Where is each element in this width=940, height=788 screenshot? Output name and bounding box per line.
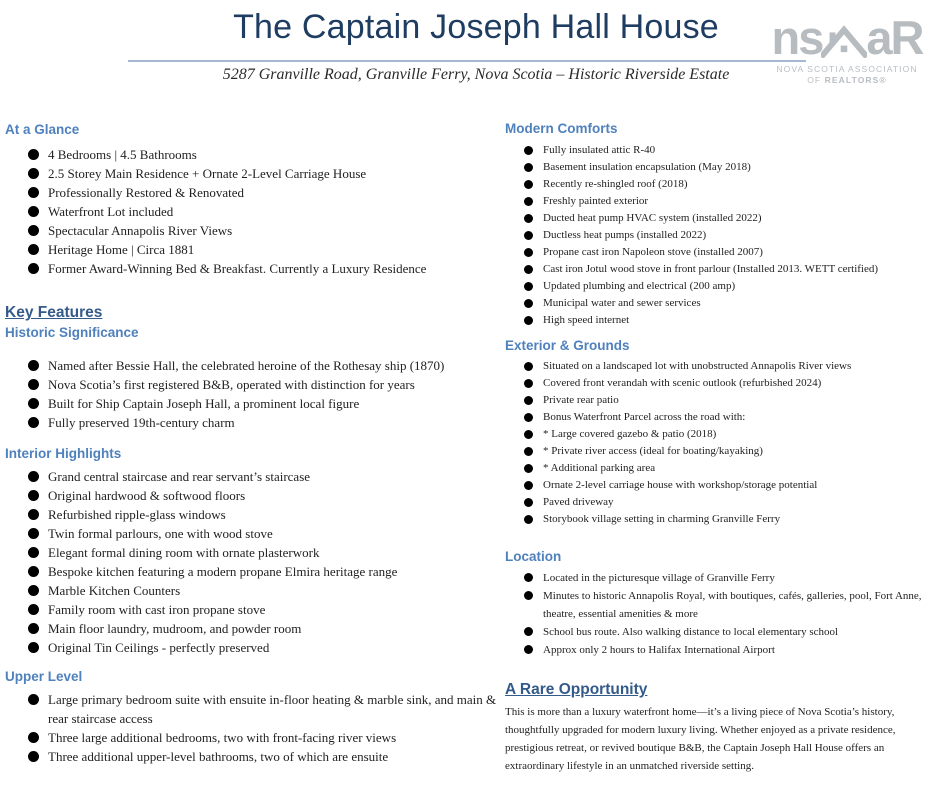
logo-caption-line1: NOVA SCOTIA ASSOCIATION — [776, 64, 918, 74]
logo-text-ar: aR — [866, 11, 923, 65]
bullet-icon — [28, 244, 39, 255]
list-item — [28, 356, 505, 375]
list-item — [28, 486, 505, 505]
bullet-icon — [524, 379, 533, 388]
list-item — [28, 690, 505, 728]
list-item-text: Professionally Restored & Renovated — [48, 185, 245, 200]
bullet-icon — [524, 573, 533, 582]
bullet-icon — [524, 515, 533, 524]
at-a-glance-heading: At a Glance — [5, 122, 80, 137]
bullet-icon — [524, 282, 533, 291]
bullet-icon — [28, 566, 39, 577]
bullet-icon — [524, 146, 533, 155]
bullet-icon — [524, 413, 533, 422]
list-item-text: Grand central staircase and rear servant’s staircase — [48, 469, 311, 484]
bullet-icon — [28, 360, 39, 371]
list-item-text: Ducted heat pump HVAC system (installed 2022) — [543, 212, 762, 224]
page-subtitle: 5287 Granville Road, Granville Ferry, Nova Scotia – Historic Riverside Estate — [222, 66, 730, 83]
bullet-icon — [28, 490, 39, 501]
bullet-icon — [28, 642, 39, 653]
list-item-text: Situated on a landscaped lot with unobstructed Annapolis River views — [543, 360, 852, 372]
bullet-icon — [524, 447, 533, 456]
list-item-text: Nova Scotia’s first registered B&B, operated with distinction for years — [48, 377, 415, 392]
list-item — [524, 295, 937, 312]
section-at-a-glance — [5, 122, 505, 278]
list-item-text: Waterfront Lot included — [48, 204, 174, 219]
list-item — [28, 240, 505, 259]
list-item-text: Three additional upper-level bathrooms, two of which are ensuite — [48, 749, 389, 764]
list-item — [524, 569, 937, 587]
list-item — [28, 145, 505, 164]
list-item — [28, 638, 505, 657]
nsar-logo-letters — [762, 11, 932, 65]
list-item — [524, 227, 937, 244]
list-item — [28, 619, 505, 638]
list-item — [524, 392, 937, 409]
bullet-icon — [28, 187, 39, 198]
list-item-text: Built for Ship Captain Joseph Hall, a prominent local figure — [48, 396, 360, 411]
list-item-text: Minutes to historic Annapolis Royal, with boutiques, cafés, galleries, pool, Fort Anne, theatre, essential amenities & more — [543, 590, 922, 620]
list-item — [524, 494, 937, 511]
list-item-text: Elegant formal dining room with ornate plasterwork — [48, 545, 320, 560]
section-interior-highlights — [5, 446, 505, 657]
bullet-icon — [524, 163, 533, 172]
section-upper-level — [5, 669, 505, 766]
bullet-icon — [524, 645, 533, 654]
list-item — [524, 426, 937, 443]
list-item-text: Recently re-shingled roof (2018) — [543, 178, 688, 190]
list-item-text: Freshly painted exterior — [543, 195, 649, 207]
list-item — [28, 524, 505, 543]
bullet-icon — [524, 396, 533, 405]
bullet-icon — [524, 197, 533, 206]
list-item — [524, 210, 937, 227]
list-item — [28, 221, 505, 240]
bullet-icon — [28, 528, 39, 539]
location-list — [524, 569, 937, 659]
list-item — [28, 375, 505, 394]
list-item-text: Storybook village setting in charming Granville Ferry — [543, 513, 781, 525]
list-item-text: Original Tin Ceilings - perfectly preserved — [48, 640, 270, 655]
upper-level-list — [28, 690, 505, 766]
list-item — [28, 728, 505, 747]
list-item — [524, 641, 937, 659]
list-item — [28, 202, 505, 221]
bullet-icon — [28, 751, 39, 762]
logo-caption — [762, 64, 932, 87]
list-item-text: Original hardwood & softwood floors — [48, 488, 246, 503]
bullet-icon — [524, 180, 533, 189]
list-item — [524, 142, 937, 159]
list-item-text: * Large covered gazebo & patio (2018) — [543, 428, 717, 440]
list-item-text: Fully insulated attic R-40 — [543, 144, 656, 156]
location-heading: Location — [505, 549, 562, 564]
list-item-text: Ornate 2-level carriage house with workshop/storage potential — [543, 479, 818, 491]
bullet-icon — [28, 623, 39, 634]
bullet-icon — [524, 591, 533, 600]
list-item-text: Former Award-Winning Bed & Breakfast. Currently a Luxury Residence — [48, 261, 427, 276]
bullet-icon — [28, 398, 39, 409]
bullet-icon — [28, 547, 39, 558]
list-item-text: Large primary bedroom suite with ensuite in-floor heating & marble sink, and main & rear staircase access — [48, 692, 497, 726]
list-item — [524, 375, 937, 392]
nsar-logo — [762, 11, 932, 87]
title-divider-line — [128, 60, 806, 62]
bullet-icon — [524, 362, 533, 371]
list-item-text: Fully preserved 19th-century charm — [48, 415, 235, 430]
list-item-text: 4 Bedrooms | 4.5 Bathrooms — [48, 147, 197, 162]
bullet-icon — [524, 481, 533, 490]
list-item-text: Refurbished ripple-glass windows — [48, 507, 226, 522]
logo-caption-of: OF — [807, 75, 822, 86]
list-item-text: Bespoke kitchen featuring a modern propane Elmira heritage range — [48, 564, 398, 579]
list-item — [524, 443, 937, 460]
modern-comforts-list — [524, 142, 937, 329]
historic-significance-list — [28, 356, 505, 432]
list-item-text: Three large additional bedrooms, two with front-facing river views — [48, 730, 397, 745]
bullet-icon — [28, 263, 39, 274]
list-item-text: * Private river access (ideal for boating/kayaking) — [543, 445, 763, 457]
rare-opportunity-paragraph: This is more than a luxury waterfront home—it’s a living piece of Nova Scotia’s history, thoughtfully upgraded for modern luxury living. Whether enjoyed as a private residence, prestigious retreat, or revived boutique B&B, the Captain Joseph Hall House offers an extraordinary lifestyle in an unmatched riverside setting. — [505, 706, 896, 772]
interior-highlights-list — [28, 467, 505, 657]
rare-opportunity-heading: A Rare Opportunity — [505, 681, 648, 698]
bullet-icon — [524, 299, 533, 308]
list-item-text: Paved driveway — [543, 496, 614, 508]
exterior-grounds-heading: Exterior & Grounds — [505, 338, 630, 353]
list-item — [524, 477, 937, 494]
list-item-text: Ductless heat pumps (installed 2022) — [543, 229, 707, 241]
list-item-text: Cast iron Jotul wood stove in front parlour (Installed 2013. WETT certified) — [543, 263, 879, 275]
list-item-text: Twin formal parlours, one with wood stove — [48, 526, 273, 541]
list-item-text: Updated plumbing and electrical (200 amp) — [543, 280, 736, 292]
list-item-text: Basement insulation encapsulation (May 2018) — [543, 161, 751, 173]
list-item-text: Municipal water and sewer services — [543, 297, 701, 309]
upper-level-heading: Upper Level — [5, 669, 83, 684]
section-rare-opportunity — [505, 681, 937, 775]
list-item — [28, 259, 505, 278]
list-item — [28, 543, 505, 562]
modern-comforts-heading: Modern Comforts — [505, 121, 618, 136]
bullet-icon — [28, 509, 39, 520]
bullet-icon — [524, 265, 533, 274]
bullet-icon — [28, 732, 39, 743]
bullet-icon — [524, 231, 533, 240]
list-item-text: High speed internet — [543, 314, 630, 326]
list-item — [524, 312, 937, 329]
list-item-text: Private rear patio — [543, 394, 619, 406]
key-features-heading: Key Features — [5, 304, 103, 321]
list-item-text: 2.5 Storey Main Residence + Ornate 2-Level Carriage House — [48, 166, 367, 181]
house-roof-icon — [821, 20, 867, 58]
bullet-icon — [28, 604, 39, 615]
list-item-text: Family room with cast iron propane stove — [48, 602, 266, 617]
list-item — [28, 505, 505, 524]
list-item — [524, 244, 937, 261]
logo-text-ns: ns — [771, 11, 823, 65]
list-item — [28, 183, 505, 202]
list-item-text: Bonus Waterfront Parcel across the road with: — [543, 411, 746, 423]
list-item — [524, 278, 937, 295]
bullet-icon — [524, 464, 533, 473]
bullet-icon — [28, 379, 39, 390]
bullet-icon — [524, 214, 533, 223]
list-item — [524, 261, 937, 278]
bullet-icon — [28, 417, 39, 428]
list-item — [524, 358, 937, 375]
content-columns — [0, 116, 940, 775]
list-item-text: Approx only 2 hours to Halifax International Airport — [543, 644, 775, 656]
list-item — [524, 587, 937, 623]
list-item — [28, 394, 505, 413]
list-item — [524, 193, 937, 210]
logo-caption-realtors: REALTORS® — [824, 75, 887, 86]
bullet-icon — [28, 149, 39, 160]
bullet-icon — [28, 471, 39, 482]
list-item-text: Spectacular Annapolis River Views — [48, 223, 233, 238]
right-column — [505, 116, 937, 775]
historic-significance-heading: Historic Significance — [5, 325, 139, 340]
list-item — [524, 176, 937, 193]
bullet-icon — [524, 430, 533, 439]
list-item-text: Main floor laundry, mudroom, and powder room — [48, 621, 302, 636]
list-item — [28, 413, 505, 432]
section-exterior-grounds — [505, 338, 937, 528]
interior-highlights-heading: Interior Highlights — [5, 446, 122, 461]
bullet-icon — [28, 206, 39, 217]
bullet-icon — [524, 627, 533, 636]
bullet-icon — [524, 248, 533, 257]
list-item-text: Heritage Home | Circa 1881 — [48, 242, 195, 257]
section-location — [505, 549, 937, 659]
bullet-icon — [28, 168, 39, 179]
list-item-text: School bus route. Also walking distance to local elementary school — [543, 626, 839, 638]
list-item — [28, 600, 505, 619]
list-item — [28, 747, 505, 766]
exterior-grounds-list — [524, 358, 937, 528]
list-item-text: Located in the picturesque village of Granville Ferry — [543, 572, 775, 584]
bullet-icon — [524, 316, 533, 325]
list-item — [28, 581, 505, 600]
header — [0, 0, 940, 112]
list-item-text: Named after Bessie Hall, the celebrated heroine of the Rothesay ship (1870) — [48, 358, 445, 373]
list-item-text: Propane cast iron Napoleon stove (installed 2007) — [543, 246, 763, 258]
logo-caption-line2 — [762, 75, 932, 86]
bullet-icon — [524, 498, 533, 507]
list-item — [524, 511, 937, 528]
list-item-text: Marble Kitchen Counters — [48, 583, 181, 598]
list-item — [28, 562, 505, 581]
list-item — [524, 409, 937, 426]
list-item-text: Covered front verandah with scenic outlook (refurbished 2024) — [543, 377, 822, 389]
list-item-text: * Additional parking area — [543, 462, 656, 474]
list-item — [28, 467, 505, 486]
at-a-glance-list — [28, 145, 505, 278]
list-item — [524, 159, 937, 176]
page-title: The Captain Joseph Hall House — [233, 8, 719, 46]
list-item — [524, 460, 937, 477]
list-item — [524, 623, 937, 641]
section-historic-significance — [5, 325, 505, 432]
list-item — [28, 164, 505, 183]
left-column — [5, 116, 505, 775]
section-key-features — [5, 304, 505, 322]
bullet-icon — [28, 585, 39, 596]
section-modern-comforts — [505, 121, 937, 329]
bullet-icon — [28, 225, 39, 236]
bullet-icon — [28, 694, 39, 705]
